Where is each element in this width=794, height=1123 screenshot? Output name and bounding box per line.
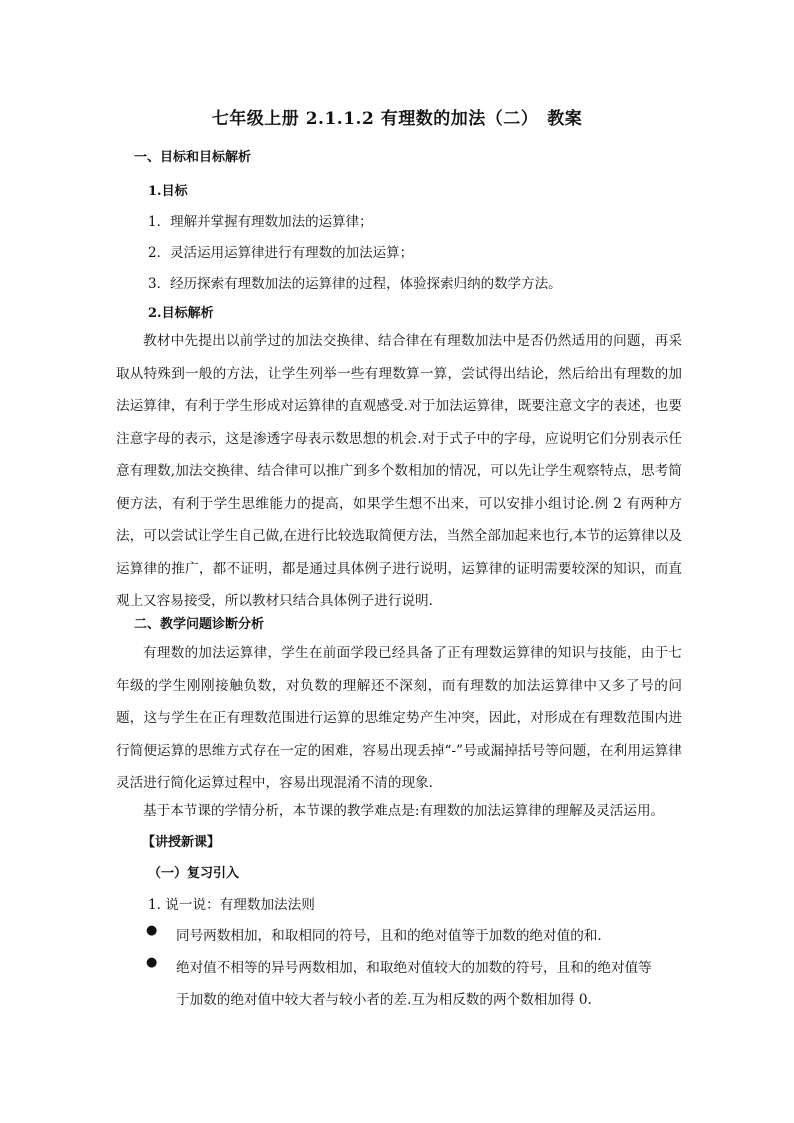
difficulty-paragraph: 基于本节课的学情分析，本节课的教学难点是:有理数的加法运算律的理解及灵活运用。: [143, 803, 665, 819]
question-addition-rule: 1. 说一说：有理数加法法则: [148, 897, 315, 913]
part-review-heading: （一）复习引入: [148, 866, 240, 881]
rule-same-sign: 同号两数相加，和取相同的符号，且和的绝对值等于加数的绝对值的和.: [176, 928, 602, 944]
analysis-paragraph: 教材中先提出以前学过的加法交换律、结合律在有理数加法中是否仍然适用的问题，再采取从特殊到一般的方法，让学生列举一些有理数算一算，尝试得出结论，然后给出有理数的加法运算律，有利于学生形成对运算律的直观感受.对于加法运算律，既要注意文字的表述，也要注意字母的表示，这是渗透字母表示数思想的机会.对于式子中的字母，应说明它们分别表示任意有理数,加法交换律、结合律可以推广到多个数相加的情况，可以先让学生观察特点，思考简便方法，有利于学生思维能力的提高，如果学生想不出来，可以安排小组讨论.例 2 有两种方法，可以尝试让学生自己做,在进行比较选取简便方法，当然全部加起来也行,本节的运算律以及运算律的推广，都不证明，都是通过具体例子进行说明，运算律的证明需要较深的知识，而直观上又容易接受，所以教材只结合具体例子进行说明.: [116, 333, 682, 609]
lesson-heading: 【讲授新课】: [142, 835, 221, 850]
document-title: 七年级上册 2.1.1.2 有理数的加法（二） 教案: [211, 109, 583, 129]
subheading-goal: 1.目标: [148, 184, 188, 199]
subheading-analysis: 2.目标解析: [148, 306, 214, 321]
section-heading-goals: 一、目标和目标解析: [134, 150, 252, 165]
rule-different-sign-line2: 于加数的绝对值中较大者与较小者的差.互为相反数的两个数相加得 0.: [176, 992, 592, 1008]
diagnosis-paragraph: 有理数的加法运算律，学生在前面学段已经具备了正有理数运算律的知识与技能，由于七年级的学生刚刚接触负数，对负数的理解还不深刻，而有理数的加法运算律中又多了号的问题，这与学生在正有理数范围进行运算的思维定势产生冲突，因此，对形成在有理数范围内进行简便运算的思维方式存在一定的困难，容易出现丢掉“-”号或漏掉括号等问题，在利用运算律灵活进行简化运算过程中，容易出现混淆不清的现象.: [116, 645, 682, 791]
bullet-icon: ●: [146, 955, 158, 970]
goal-item-1: 1．理解并掌握有理数加法的运算律；: [148, 214, 373, 230]
bullet-icon: ●: [146, 923, 158, 938]
rule-different-sign-line1: 绝对值不相等的异号两数相加，和取绝对值较大的加数的符号，且和的绝对值等: [176, 960, 652, 976]
section-heading-diagnosis: 二、教学问题诊断分析: [134, 617, 265, 632]
goal-item-2: 2．灵活运用运算律进行有理数的加法运算；: [148, 245, 414, 261]
goal-item-3: 3．经历探索有理数加法的运算律的过程，体验探索归纳的数学方法。: [148, 276, 562, 292]
